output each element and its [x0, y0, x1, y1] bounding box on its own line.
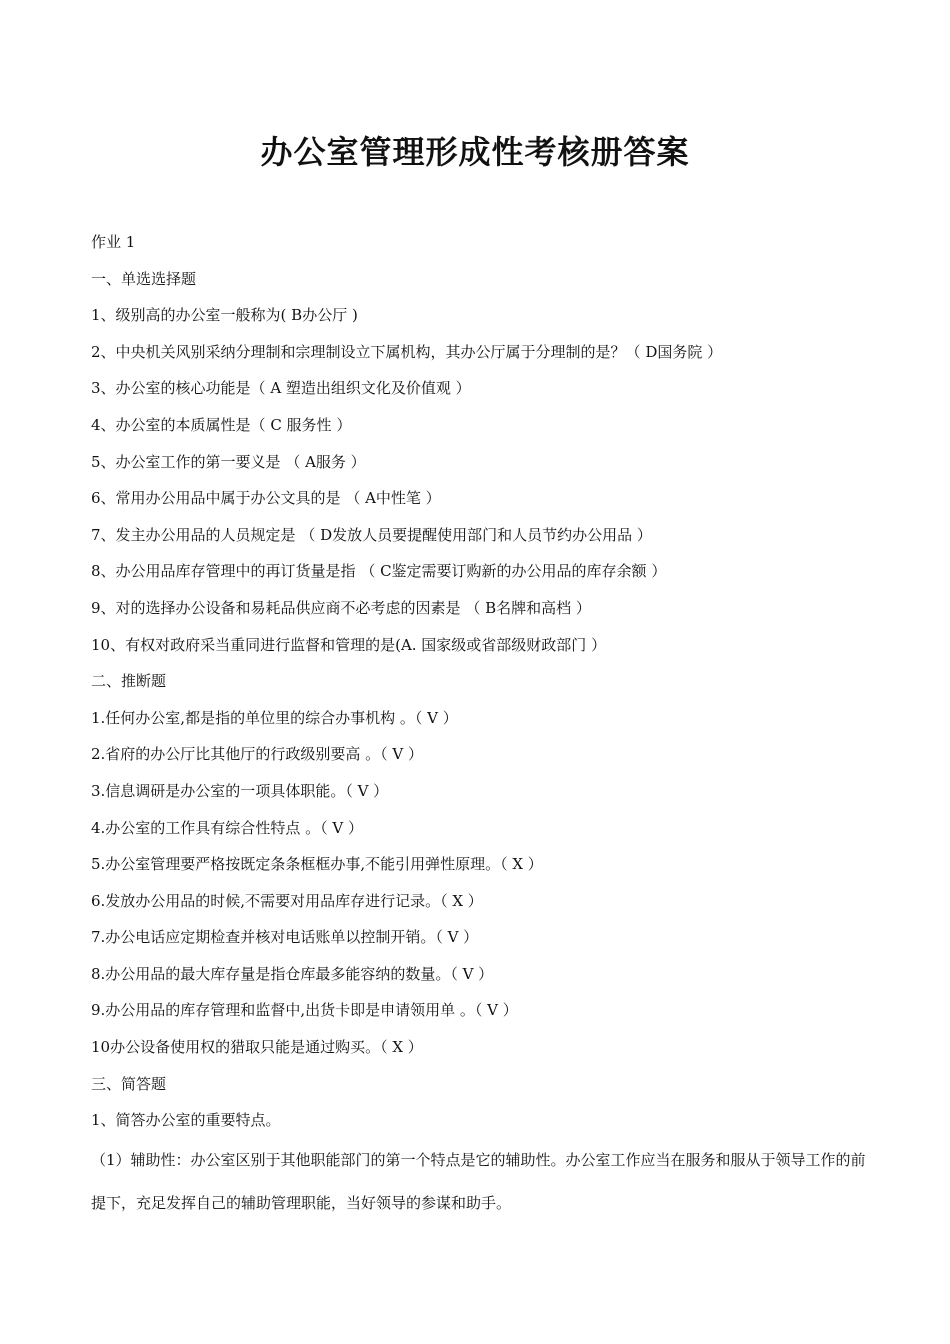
question-line: 3.信息调研是办公室的一项具体职能。（ V ） — [91, 781, 389, 800]
question-line: 9、对的选择办公设备和易耗品供应商不必考虑的因素是 （ B名牌和高档 ） — [91, 598, 591, 617]
question-line: 2.省府的办公厅比其他厅的行政级别要高 。（ V ） — [91, 745, 423, 764]
section-heading-judgment: 二、推断题 — [91, 672, 167, 691]
section-heading-single-choice: 一、单选选择题 — [91, 269, 197, 288]
question-line: 7、发主办公用品的人员规定是 （ D发放人员要提醒使用部门和人员节约办公用品 ） — [91, 525, 652, 544]
question-line: 10、有权对政府采当重同进行监督和管理的是(A. 国家级或省部级财政部门 ） — [91, 635, 607, 654]
question-line: 10办公设备使用权的猎取只能是通过购买。（ X ） — [91, 1038, 423, 1057]
question-line: 8、办公用品库存管理中的再订货量是指 （ C鉴定需要订购新的办公用品的库存余额 ） — [91, 562, 667, 581]
question-line: 8.办公用品的最大库存量是指仓库最多能容纳的数量。（ V ） — [91, 964, 494, 983]
question-line: 6、常用办公用品中属于办公文具的是 （ A中性笔 ） — [91, 489, 441, 508]
assignment-heading: 作业 1 — [91, 233, 136, 251]
question-line: 4.办公室的工作具有综合性特点 。（ V ） — [91, 818, 363, 837]
question-line: 5、办公室工作的第一要义是 （ A服务 ） — [91, 452, 366, 471]
question-line: 1.任何办公室,都是指的单位里的综合办事机构 。（ V ） — [91, 708, 458, 727]
section-heading-short-answer: 三、简答题 — [91, 1074, 167, 1093]
question-line: 7.办公电话应定期检查并核对电话账单以控制开销。（ V ） — [91, 928, 479, 947]
question-line: 4、办公室的本质属性是（ C 服务性 ） — [91, 415, 352, 434]
question-line: 3、办公室的核心功能是（ A 塑造出组织文化及价值观 ） — [91, 379, 471, 398]
document-body — [91, 224, 871, 1225]
question-line: 6.发放办公用品的时候,不需要对用品库存进行记录。（ X ） — [91, 891, 483, 910]
question-line: 5.办公室管理要严格按既定条条框框办事,不能引用弹性原理。（ X ） — [91, 855, 543, 874]
question-line: 1、简答办公室的重要特点。 — [91, 1111, 281, 1130]
answer-paragraph: （1）辅助性：办公室区别于其他职能部门的第一个特点是它的辅助性。办公室工作应当在服务和服从于领导工作的前提下，充足发挥自己的辅助管理职能，当好领导的参谋和助手。 — [91, 1150, 866, 1212]
question-line: 2、中央机关风别采纳分理制和宗理制设立下属机构，其办公厅属于分理制的是？（ D国务院 ） — [91, 342, 723, 361]
question-line: 1、级别高的办公室一般称为( B办公厅 ) — [91, 306, 358, 325]
question-line: 9.办公用品的库存管理和监督中,出货卡即是申请领用单 。（ V ） — [91, 1001, 518, 1020]
page-title: 办公室管理形成性考核册答案 — [260, 133, 690, 171]
